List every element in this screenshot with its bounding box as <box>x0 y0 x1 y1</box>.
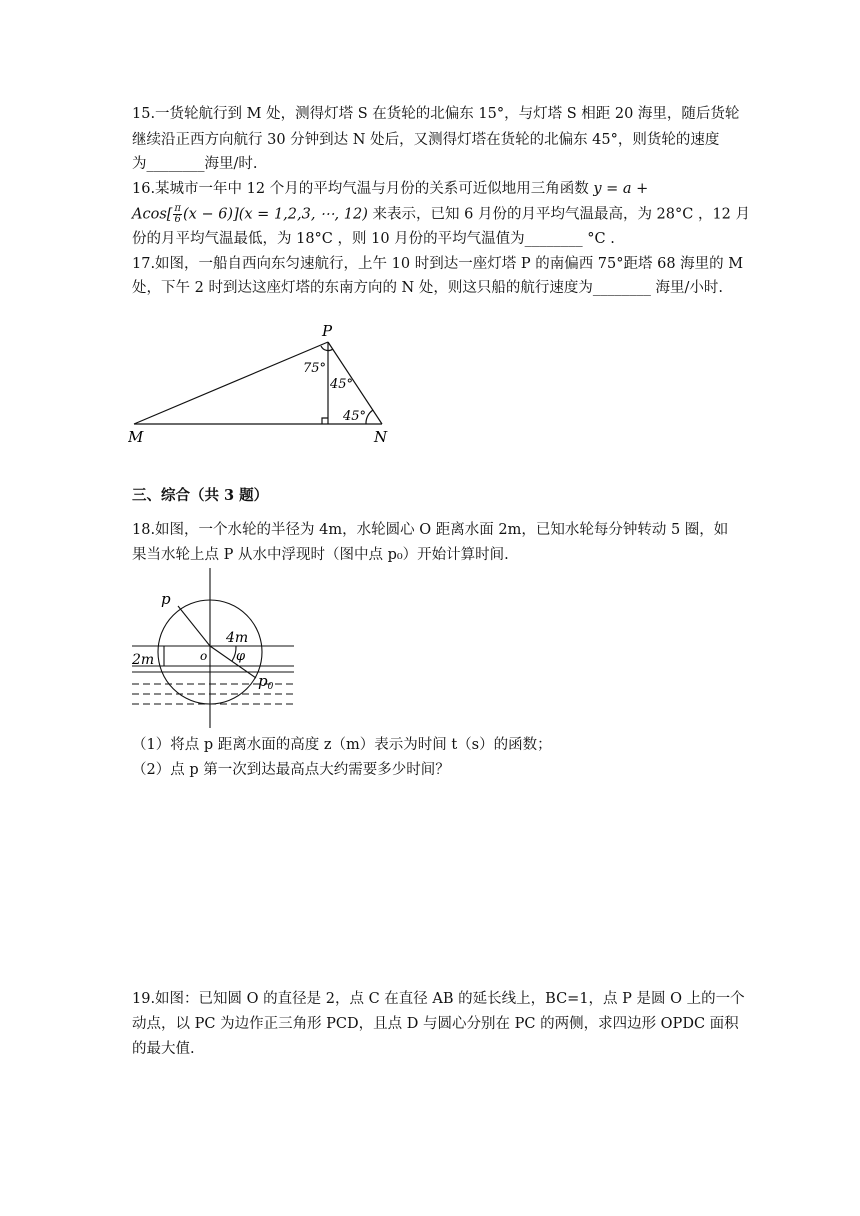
angle-arc-N <box>366 410 373 424</box>
label-N: N <box>374 428 388 446</box>
q16-fraction-numerator: π <box>174 203 181 214</box>
q15-line-2: 继续沿正西方向航行 30 分钟到达 N 处后，又测得灯塔在货轮的北偏东 45°，则货轮的速度 <box>132 132 720 148</box>
label-p0 <box>258 672 274 692</box>
q18-sub-question-1: （1）将点 p 距离水面的高度 z（m）表示为时间 t（s）的函数； <box>132 737 552 753</box>
q15-line-3: 为________海里/时. <box>132 156 258 172</box>
angle-label-45-top: 45° <box>330 377 354 392</box>
label-o: o <box>200 649 208 663</box>
q19-line-3: 的最大值. <box>132 1041 195 1057</box>
figure-17-triangle <box>128 318 398 450</box>
angle-label-45-bottom: 45° <box>343 409 367 424</box>
angle-label-75: 75° <box>303 361 327 376</box>
label-p0-main: p <box>258 672 268 690</box>
q16-line-1 <box>132 179 648 199</box>
q19-line-2: 动点，以 PC 为边作正三角形 PCD，且点 D 与圆心分别在 PC 的两侧，求四边形 OPDC 面积 <box>132 1016 739 1032</box>
label-2m: 2m <box>132 652 155 668</box>
q18-line-1: 18.如图，一个水轮的半径为 4m，水轮圆心 O 距离水面 2m，已知水轮每分钟转动 5 圈，如 <box>132 522 729 538</box>
q16-line-1-math: y = a + <box>593 181 649 197</box>
q16-line-3: 份的月平均气温最低，为 18°C ，则 10 月份的平均气温值为________ °C . <box>132 231 615 247</box>
q16-line-2 <box>132 204 750 225</box>
q19-line-1: 19.如图：已知圆 O 的直径是 2，点 C 在直径 AB 的延长线上，BC=1，点 P 是圆 O 上的一个 <box>132 991 745 1007</box>
q18-sub-question-2: （2）点 p 第一次到达最高点大约需要多少时间？ <box>132 762 450 778</box>
label-M: M <box>128 428 144 446</box>
label-4m: 4m <box>226 630 249 646</box>
radius-to-p0 <box>210 646 256 678</box>
right-angle-mark <box>322 418 328 424</box>
q16-fraction-denominator: 6 <box>174 214 181 225</box>
q17-line-1: 17.如图，一船自西向东匀速航行，上午 10 时到达一座灯塔 P 的南偏西 75°距塔 68 海里的 M <box>132 256 744 272</box>
label-p: p <box>161 590 171 608</box>
label-p0-subscript: 0 <box>267 682 274 692</box>
q18-line-2: 果当水轮上点 P 从水中浮现时（图中点 p₀）开始计算时间. <box>132 547 509 563</box>
label-P: P <box>322 322 333 340</box>
q16-formula-b: (x − 6)](x = 1,2,3, ⋯, 12) <box>183 206 368 223</box>
figure-18-water-wheel <box>128 568 304 730</box>
segment-PM <box>134 342 328 424</box>
q16-line-1-text: 16.某城市一年中 12 个月的平均气温与月份的关系可近似地用三角函数 <box>132 181 594 197</box>
label-phi: φ <box>236 649 246 664</box>
q16-formula-a: Acos[ <box>132 206 173 223</box>
q16-fraction <box>173 204 182 225</box>
radius-to-p <box>178 606 210 646</box>
q15-line-1: 15.一货轮航行到 M 处，测得灯塔 S 在货轮的北偏东 15°，与灯塔 S 相距 20 海里，随后货轮 <box>132 106 740 122</box>
q17-line-2: 处，下午 2 时到达这座灯塔的东南方向的 N 处，则这只船的航行速度为________ 海里/小时. <box>132 280 723 296</box>
q16-line-2-text: 来表示，已知 6 月份的月平均气温最高，为 28°C ，12 月 <box>367 206 751 223</box>
section-3-title: 三、综合（共 3 题） <box>132 487 269 504</box>
